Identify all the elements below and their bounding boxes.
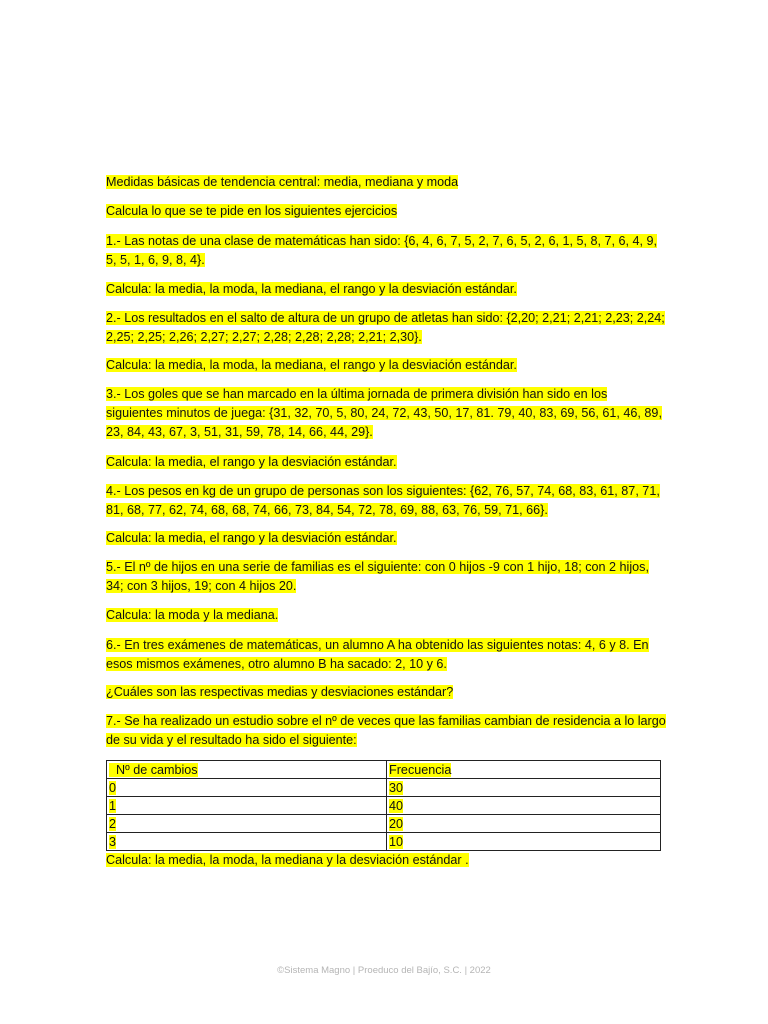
table-cell: 40 <box>387 797 661 815</box>
table-header-cell: Nº de cambios <box>107 761 387 779</box>
exercise-6-task: ¿Cuáles son las respectivas medias y desviaciones estándar? <box>106 685 454 699</box>
exercise-5-statement: 5.- El nº de hijos en una serie de familias es el siguiente: con 0 hijos -9 con 1 hijo, 18; con 2 hijos, 34; con 3 hijos, 19; con 4 hijos 20. <box>106 560 649 593</box>
table-row <box>107 779 661 797</box>
table-cell: 0 <box>107 779 387 797</box>
exercise-1-task: Calcula: la media, la moda, la mediana, el rango y la desviación estándar. <box>106 282 517 296</box>
table-header-cell: Frecuencia <box>387 761 661 779</box>
table-cell: 20 <box>387 815 661 833</box>
exercise-2-task: Calcula: la media, la moda, la mediana, el rango y la desviación estándar. <box>106 358 517 372</box>
table-row <box>107 797 661 815</box>
exercise-4-statement: 4.- Los pesos en kg de un grupo de personas son los siguientes: {62, 76, 57, 74, 68, 83, 61, 87, 71, 81, 68, 77, 62, 74, 68, 68, 74, 66, 73, 84, 54, 72, 78, 69, 88, 63, 76, 59, 71, 66}. <box>106 484 660 517</box>
instruction: Calcula lo que se te pide en los siguientes ejercicios <box>106 204 398 218</box>
frequency-table <box>106 760 661 851</box>
exercise-3-task: Calcula: la media, el rango y la desviación estándar. <box>106 455 397 469</box>
exercise-7-statement: 7.- Se ha realizado un estudio sobre el nº de veces que las familias cambian de residencia a lo largo de su vida y el resultado ha sido el siguiente: <box>106 714 666 747</box>
exercise-5-task: Calcula: la moda y la mediana. <box>106 608 279 622</box>
exercise-4-task: Calcula: la media, el rango y la desviación estándar. <box>106 531 397 545</box>
table-row <box>107 833 661 851</box>
table-cell: 2 <box>107 815 387 833</box>
exercise-6-statement: 6.- En tres exámenes de matemáticas, un alumno A ha obtenido las siguientes notas: 4, 6 y 8. En esos mismos exámenes, otro alumno B ha sacado: 2, 10 y 6. <box>106 638 649 671</box>
exercise-7-task: Calcula: la media, la moda, la mediana y la desviación estándar . <box>106 853 469 867</box>
exercise-1-statement: 1.- Las notas de una clase de matemáticas han sido: {6, 4, 6, 7, 5, 2, 7, 6, 5, 2, 6, 1, 5, 8, 7, 6, 4, 9, 5, 5, 1, 6, 9, 8, 4}. <box>106 234 657 267</box>
table-cell: 10 <box>387 833 661 851</box>
document-title: Medidas básicas de tendencia central: media, mediana y moda <box>106 175 459 189</box>
table-cell: 30 <box>387 779 661 797</box>
table-row <box>107 815 661 833</box>
table-header-row <box>107 761 661 779</box>
page-footer: ©Sistema Magno | Proeduco del Bajío, S.C. | 2022 <box>277 965 491 976</box>
exercise-2-statement: 2.- Los resultados en el salto de altura de un grupo de atletas han sido: {2,20; 2,21; 2,21; 2,23; 2,24; 2,25; 2,25; 2,26; 2,27; 2,27; 2,28; 2,28; 2,28; 2,21; 2,30}. <box>106 311 665 344</box>
table-cell: 3 <box>107 833 387 851</box>
table-cell: 1 <box>107 797 387 815</box>
exercise-3-statement: 3.- Los goles que se han marcado en la última jornada de primera división han sido en los siguientes minutos de juega: {31, 32, 70, 5, 80, 24, 72, 43, 50, 17, 81. 79, 40, 83, 69, 56, 61, 46, 89, 23, 84, 43, 67, 3, 51, 31, 59, 78, 14, 66, 44, 29}. <box>106 387 662 439</box>
